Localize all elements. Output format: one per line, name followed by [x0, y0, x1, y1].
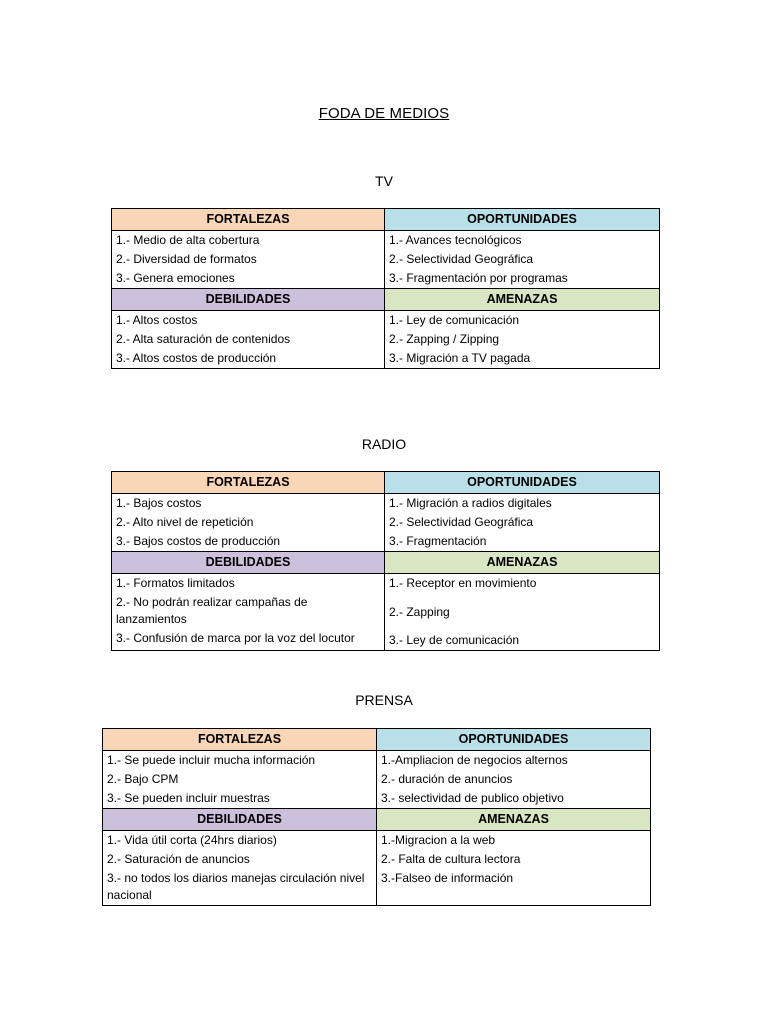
- list-item: 2.- Bajo CPM: [107, 772, 179, 786]
- list-item: 3.- Fragmentación: [389, 534, 487, 548]
- list-item: 3.- selectividad de publico objetivo: [381, 791, 564, 805]
- section-title-prensa: PRENSA: [355, 692, 413, 708]
- oportunidades-cell: [385, 494, 660, 552]
- list-item: 1.- Receptor en movimiento: [389, 576, 537, 590]
- list-item: 1.- Migración a radios digitales: [389, 496, 552, 510]
- list-item: 3.- Fragmentación por programas: [389, 271, 568, 285]
- list-item: 1.-Ampliacion de negocios alternos: [381, 753, 568, 767]
- amenazas-cell: [385, 311, 660, 369]
- list-item: 2.- Alta saturación de contenidos: [116, 332, 291, 346]
- debilidades-cell: [112, 311, 385, 369]
- list-item: 2.- Diversidad de formatos: [116, 252, 257, 266]
- list-item: 1.- Ley de comunicación: [389, 313, 520, 327]
- list-item: 2.- Saturación de anuncios: [107, 852, 250, 866]
- list-item: 2.- Selectividad Geográfica: [389, 515, 534, 529]
- debilidades-header: DEBILIDADES: [103, 809, 377, 831]
- foda-table-radio: [111, 471, 660, 651]
- section-title-radio: RADIO: [361, 436, 407, 452]
- list-item: 2.- Zapping / Zipping: [389, 332, 500, 346]
- list-item: 3.- Altos costos de producción: [116, 351, 277, 365]
- fortalezas-header: FORTALEZAS: [103, 729, 377, 751]
- list-item: 2.- Falta de cultura lectora: [381, 852, 521, 866]
- amenazas-cell: [377, 831, 651, 906]
- list-item: 1.- Vida útil corta (24hrs diarios): [107, 833, 277, 847]
- fortalezas-cell: [103, 751, 377, 809]
- list-item: 1.- Formatos limitados: [116, 576, 235, 590]
- debilidades-cell: [103, 831, 377, 906]
- list-item: 1.- Altos costos: [116, 313, 198, 327]
- amenazas-cell: [385, 574, 660, 651]
- document-title: FODA DE MEDIOS: [318, 105, 450, 122]
- list-item: 3.- Genera emociones: [116, 271, 235, 285]
- list-item: 1.-Migracion a la web: [381, 833, 496, 847]
- oportunidades-cell: [385, 231, 660, 289]
- debilidades-header: DEBILIDADES: [112, 289, 385, 311]
- list-item: 2.- Selectividad Geográfica: [389, 252, 534, 266]
- fortalezas-header: FORTALEZAS: [112, 209, 385, 231]
- list-item: 3.- Se pueden incluir muestras: [107, 791, 270, 805]
- list-item: 1.- Se puede incluir mucha información: [107, 753, 316, 767]
- amenazas-header: AMENAZAS: [385, 552, 660, 574]
- list-item: 2.- No podrán realizar campañas de lanzamientos: [116, 595, 308, 626]
- list-item: 1.- Avances tecnológicos: [389, 233, 522, 247]
- debilidades-cell: [112, 574, 385, 651]
- debilidades-header: DEBILIDADES: [112, 552, 385, 574]
- list-item: 1.- Medio de alta cobertura: [116, 233, 260, 247]
- list-item: 3.- Ley de comunicación: [389, 633, 520, 647]
- list-item: 3.- no todos los diarios manejas circulación nivel nacional: [107, 871, 365, 902]
- list-item: 3.- Bajos costos de producción: [116, 534, 281, 548]
- list-item: 3.- Migración a TV pagada: [389, 351, 531, 365]
- list-item: 1.- Bajos costos: [116, 496, 202, 510]
- amenazas-header: AMENAZAS: [385, 289, 660, 311]
- list-item: 2.- Alto nivel de repetición: [116, 515, 254, 529]
- list-item: 2.- duración de anuncios: [381, 772, 513, 786]
- foda-table-tv: [111, 208, 660, 369]
- foda-table-prensa: [102, 728, 651, 906]
- oportunidades-header: OPORTUNIDADES: [385, 472, 660, 494]
- oportunidades-cell: [377, 751, 651, 809]
- oportunidades-header: OPORTUNIDADES: [385, 209, 660, 231]
- list-item: 2.- Zapping: [389, 605, 450, 619]
- oportunidades-header: OPORTUNIDADES: [377, 729, 651, 751]
- amenazas-header: AMENAZAS: [377, 809, 651, 831]
- fortalezas-cell: [112, 231, 385, 289]
- list-item: 3.- Confusión de marca por la voz del locutor: [116, 631, 355, 645]
- fortalezas-header: FORTALEZAS: [112, 472, 385, 494]
- fortalezas-cell: [112, 494, 385, 552]
- section-title-tv: TV: [375, 173, 393, 189]
- list-item: 3.-Falseo de información: [381, 871, 514, 885]
